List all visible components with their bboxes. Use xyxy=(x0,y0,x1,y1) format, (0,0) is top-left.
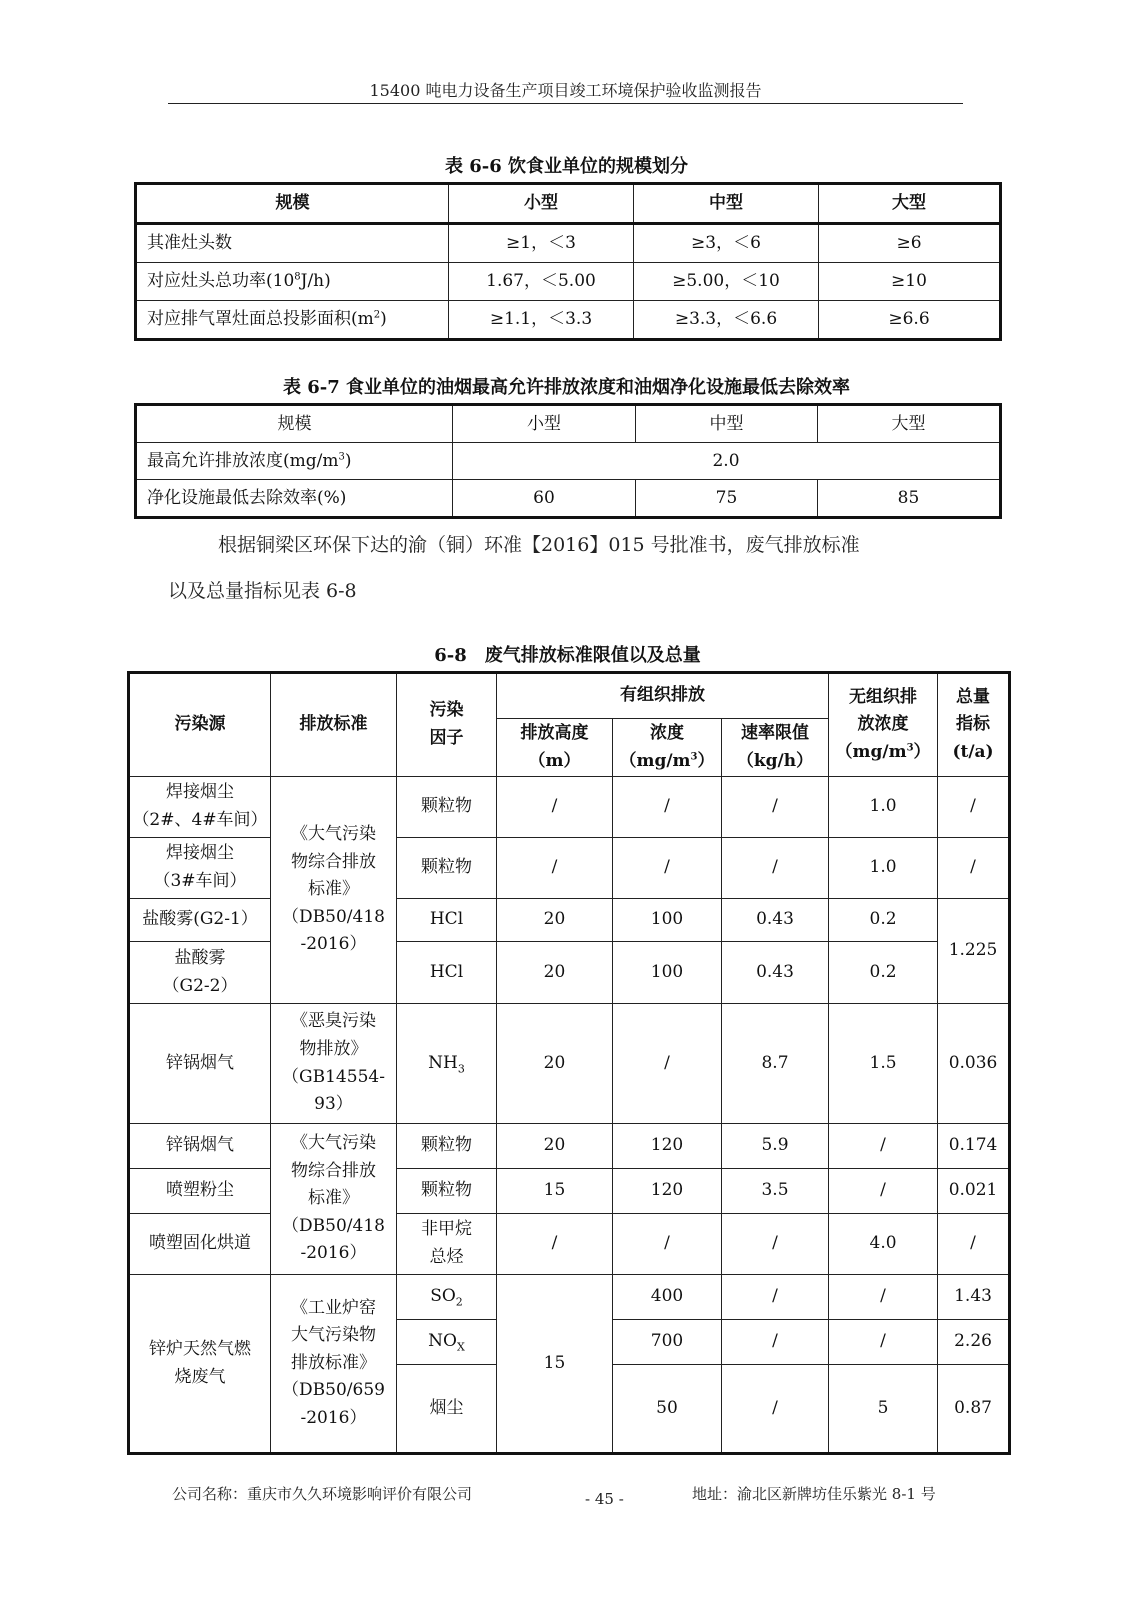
table-header-row xyxy=(136,405,1001,443)
header-cell: 大型 xyxy=(819,184,1001,224)
table-cell: ≥6 xyxy=(819,224,1001,263)
conc-cell: 400 xyxy=(613,1275,722,1320)
conc-cell: / xyxy=(613,838,722,899)
conc-cell: 120 xyxy=(613,1124,722,1169)
header-height: 排放高度 （m） xyxy=(497,719,613,777)
source-cell: 喷塑粉尘 xyxy=(129,1169,271,1214)
header-cell: 小型 xyxy=(453,405,636,443)
height-cell: 20 xyxy=(497,1124,613,1169)
table-cell: 85 xyxy=(818,480,1001,518)
conc-cell: 120 xyxy=(613,1169,722,1214)
footer-company: 公司名称：重庆市久久环境影响评价有限公司 xyxy=(172,1485,473,1503)
factor-cell: 颗粒物 xyxy=(397,1124,497,1169)
rate-cell: 5.9 xyxy=(722,1124,829,1169)
conc-cell: / xyxy=(613,1004,722,1124)
total-cell: / xyxy=(938,1214,1010,1275)
header-unorganized: 无组织排 放浓度 $(mg/m^3)$ xyxy=(829,673,938,777)
rate-cell: 0.43 xyxy=(722,899,829,942)
table-6-8-caption: 6-8 废气排放标准限值以及总量 xyxy=(434,645,701,666)
table-cell: 2.0 xyxy=(453,443,1001,480)
table-row xyxy=(129,1214,1010,1275)
standard-cell: 《大气污染 物综合排放 标准》 （DB50/418 -2016） xyxy=(271,1124,397,1275)
table-row xyxy=(129,1275,1010,1320)
table-cell: ≥5.00，＜10 xyxy=(634,263,819,301)
height-cell: / xyxy=(497,777,613,838)
factor-cell: HCl xyxy=(397,899,497,942)
conc-cell: 100 xyxy=(613,942,722,1004)
table-cell: ≥3，＜6 xyxy=(634,224,819,263)
unorg-cell: 0.2 xyxy=(829,942,938,1004)
unorg-cell: 0.2 xyxy=(829,899,938,942)
factor-cell: 颗粒物 xyxy=(397,1169,497,1214)
unorg-cell: / xyxy=(829,1169,938,1214)
unorg-cell: 1.0 xyxy=(829,777,938,838)
rate-cell: 8.7 xyxy=(722,1004,829,1124)
conc-cell: / xyxy=(613,777,722,838)
factor-cell: 烟尘 xyxy=(397,1365,497,1454)
factor-cell: 颗粒物 xyxy=(397,777,497,838)
factor-cell: 非甲烷 总烃 xyxy=(397,1214,497,1275)
factor-cell: $NH_3$ xyxy=(397,1004,497,1124)
rate-cell: / xyxy=(722,838,829,899)
table-cell: ≥10 xyxy=(819,263,1001,301)
conc-cell: 50 xyxy=(613,1365,722,1454)
paragraph-line-2: 以及总量指标见表 6-8 xyxy=(168,580,357,602)
row-label: 其准灶头数 xyxy=(136,224,449,263)
conc-cell: / xyxy=(613,1214,722,1275)
total-cell: 0.87 xyxy=(938,1365,1010,1454)
source-cell: 焊接烟尘 （3#车间） xyxy=(129,838,271,899)
factor-cell: 颗粒物 xyxy=(397,838,497,899)
table-cell: ≥1.1，＜3.3 xyxy=(449,301,634,340)
total-cell: 2.26 xyxy=(938,1320,1010,1365)
table-6-6-caption: 表 6-6 饮食业单位的规模划分 xyxy=(444,156,689,177)
table-row xyxy=(129,1169,1010,1214)
source-cell: 盐酸雾(G2-1） xyxy=(129,899,271,942)
table-row xyxy=(136,224,1001,263)
table-row xyxy=(136,443,1001,480)
table-cell: ≥3.3，＜6.6 xyxy=(634,301,819,340)
source-cell: 锌锅烟气 xyxy=(129,1004,271,1124)
table-6-6 xyxy=(134,182,1002,341)
height-cell: / xyxy=(497,1214,613,1275)
table-6-8 xyxy=(127,671,1011,1455)
total-cell: 0.021 xyxy=(938,1169,1010,1214)
header-rate: 速率限值 （kg/h） xyxy=(722,719,829,777)
rate-cell: 3.5 xyxy=(722,1169,829,1214)
rate-cell: / xyxy=(722,777,829,838)
rate-cell: / xyxy=(722,1275,829,1320)
table-cell: 75 xyxy=(636,480,818,518)
page-number: - 45 - xyxy=(585,1490,624,1508)
table-cell: 60 xyxy=(453,480,636,518)
factor-cell: $NO_X$ xyxy=(397,1320,497,1365)
factor-cell: $SO_2$ xyxy=(397,1275,497,1320)
header-cell: 规模 xyxy=(136,184,449,224)
total-cell: / xyxy=(938,777,1010,838)
source-cell: 喷塑固化烘道 xyxy=(129,1214,271,1275)
rate-cell: / xyxy=(722,1365,829,1454)
total-cell: 0.174 xyxy=(938,1124,1010,1169)
header-organized: 有组织排放 xyxy=(497,673,829,719)
header-cell: 中型 xyxy=(636,405,818,443)
header-total: 总量 指标 (t/a) xyxy=(938,673,1010,777)
table-row xyxy=(129,942,1010,1004)
table-row xyxy=(129,899,1010,942)
total-cell: / xyxy=(938,838,1010,899)
row-label: 最高允许排放浓度$(mg/m^3)$ xyxy=(136,443,453,480)
unorg-cell: 1.5 xyxy=(829,1004,938,1124)
unorg-cell: 5 xyxy=(829,1365,938,1454)
table-cell: ≥1，＜3 xyxy=(449,224,634,263)
table-row xyxy=(136,480,1001,518)
height-cell: 15 xyxy=(497,1275,613,1454)
unorg-cell: 1.0 xyxy=(829,838,938,899)
row-label: 对应排气罩灶面总投影面积$(m^2)$ xyxy=(136,301,449,340)
source-cell: 盐酸雾 （G2-2） xyxy=(129,942,271,1004)
unorg-cell: / xyxy=(829,1275,938,1320)
row-label: 对应灶头总功率$(10^8J/h)$ xyxy=(136,263,449,301)
footer-address: 地址：渝北区新牌坊佳乐紫光 8-1 号 xyxy=(692,1485,936,1503)
standard-cell: 《恶臭污染 物排放》 （GB14554- 93） xyxy=(271,1004,397,1124)
height-cell: 20 xyxy=(497,899,613,942)
header-factor: 污染 因子 xyxy=(397,673,497,777)
table-row xyxy=(129,1124,1010,1169)
unorg-cell: / xyxy=(829,1124,938,1169)
paragraph-line-1: 根据铜梁区环保下达的渝（铜）环准【2016】015 号批准书，废气排放标准 xyxy=(218,534,860,556)
standard-cell: 《工业炉窑 大气污染物 排放标准》 （DB50/659 -2016） xyxy=(271,1275,397,1454)
table-header-row xyxy=(129,673,1010,719)
total-cell: 0.036 xyxy=(938,1004,1010,1124)
table-row xyxy=(129,777,1010,838)
table-cell: ≥6.6 xyxy=(819,301,1001,340)
source-cell: 锌炉天然气燃 烧废气 xyxy=(129,1275,271,1454)
rate-cell: 0.43 xyxy=(722,942,829,1004)
table-row xyxy=(136,263,1001,301)
standard-cell: 《大气污染 物综合排放 标准》 （DB50/418 -2016） xyxy=(271,777,397,1004)
header-rule xyxy=(168,103,963,104)
header-standard: 排放标准 xyxy=(271,673,397,777)
conc-cell: 100 xyxy=(613,899,722,942)
rate-cell: / xyxy=(722,1320,829,1365)
table-row xyxy=(129,838,1010,899)
unorg-cell: 4.0 xyxy=(829,1214,938,1275)
header-source: 污染源 xyxy=(129,673,271,777)
source-cell: 锌锅烟气 xyxy=(129,1124,271,1169)
table-row xyxy=(136,301,1001,340)
height-cell: 20 xyxy=(497,1004,613,1124)
height-cell: / xyxy=(497,838,613,899)
table-cell: 1.67，＜5.00 xyxy=(449,263,634,301)
table-row xyxy=(129,1004,1010,1124)
row-label: 净化设施最低去除效率(%) xyxy=(136,480,453,518)
height-cell: 20 xyxy=(497,942,613,1004)
header-cell: 大型 xyxy=(818,405,1001,443)
header-cell: 中型 xyxy=(634,184,819,224)
header-cell: 规模 xyxy=(136,405,453,443)
unorg-cell: / xyxy=(829,1320,938,1365)
header-concentration: 浓度 $(mg/m^3)$ xyxy=(613,719,722,777)
height-cell: 15 xyxy=(497,1169,613,1214)
source-cell: 焊接烟尘 （2#、4#车间） xyxy=(129,777,271,838)
header-cell: 小型 xyxy=(449,184,634,224)
table-header-row xyxy=(136,184,1001,224)
total-cell: 1.225 xyxy=(938,899,1010,1004)
table-6-7 xyxy=(134,403,1002,519)
factor-cell: HCl xyxy=(397,942,497,1004)
conc-cell: 700 xyxy=(613,1320,722,1365)
rate-cell: / xyxy=(722,1214,829,1275)
total-cell: 1.43 xyxy=(938,1275,1010,1320)
table-6-7-caption: 表 6-7 食业单位的油烟最高允许排放浓度和油烟净化设施最低去除效率 xyxy=(282,377,851,398)
page-header-title: 15400 吨电力设备生产项目竣工环境保护验收监测报告 xyxy=(369,81,762,100)
